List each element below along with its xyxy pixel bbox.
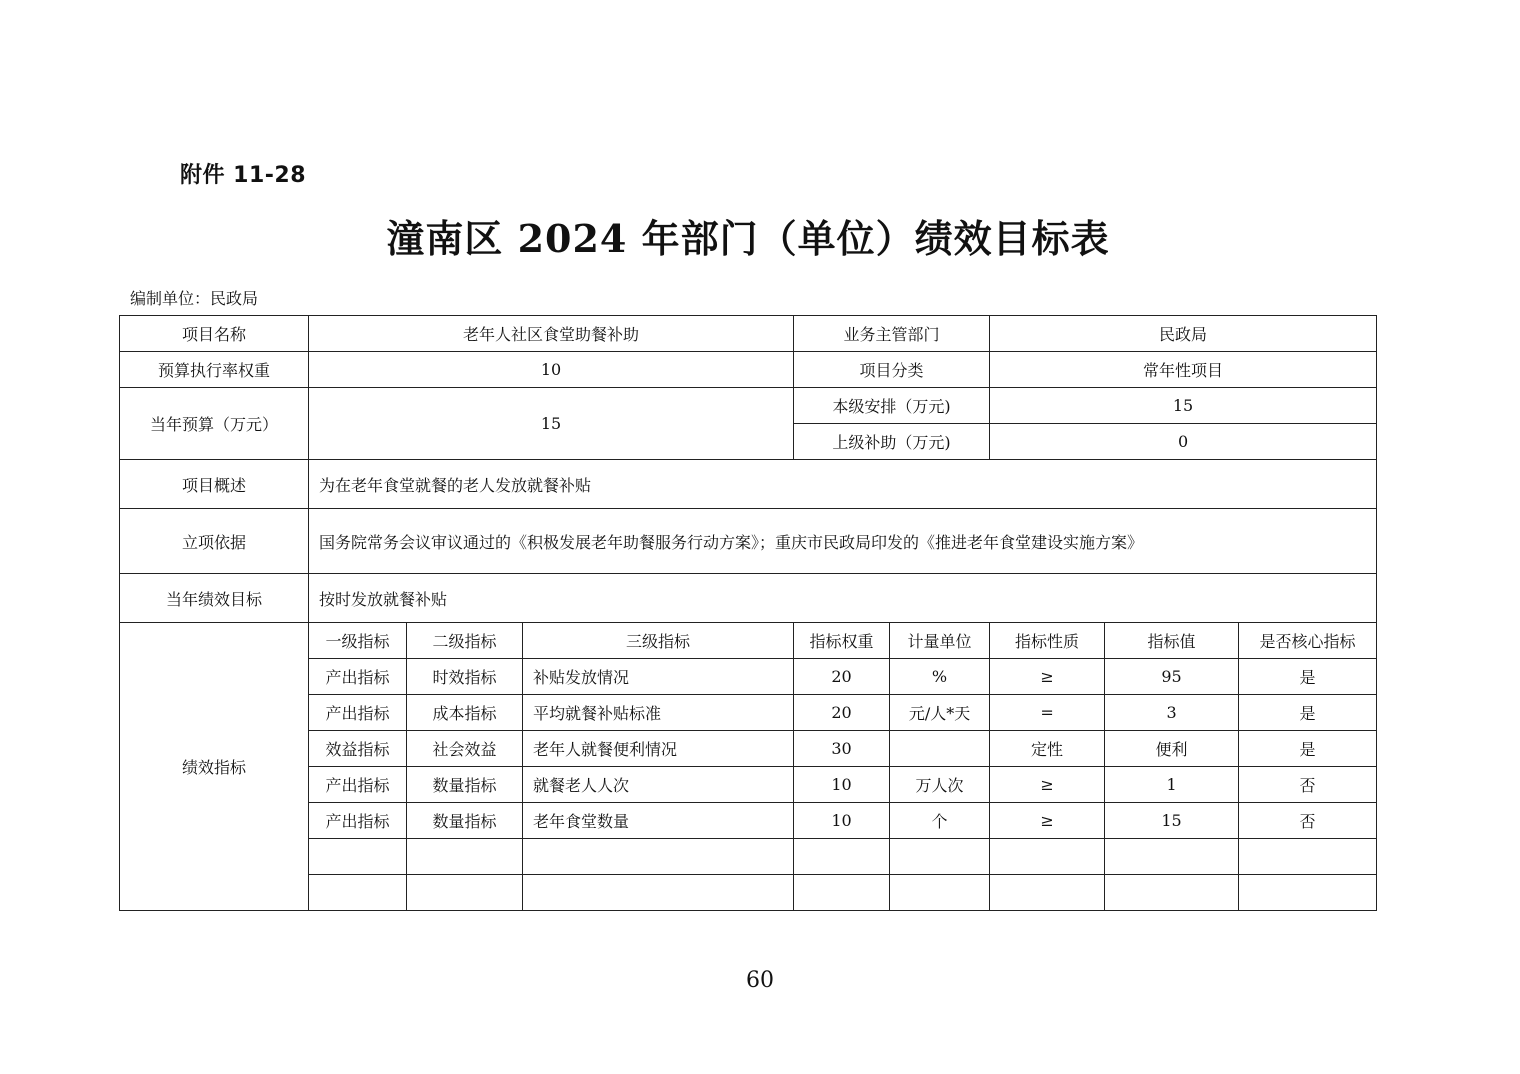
table-row — [120, 839, 1377, 875]
cell-core: 是 — [1239, 731, 1377, 767]
cell-nature — [990, 839, 1105, 875]
header-unit: 计量单位 — [890, 623, 990, 659]
cell-level1 — [309, 875, 407, 911]
cell-value: 1 — [1105, 767, 1239, 803]
cell-level3: 老年食堂数量 — [523, 803, 794, 839]
cell-weight: 10 — [794, 767, 890, 803]
cell-nature: 定性 — [990, 731, 1105, 767]
cell-weight — [794, 839, 890, 875]
cell-weight: 20 — [794, 695, 890, 731]
overview-label: 项目概述 — [120, 460, 309, 509]
indicators-section-label: 绩效指标 — [120, 623, 309, 911]
cell-level2: 时效指标 — [407, 659, 523, 695]
table-row — [120, 803, 1377, 839]
basis-label: 立项依据 — [120, 509, 309, 574]
cell-value: 15 — [1105, 803, 1239, 839]
cell-weight — [794, 875, 890, 911]
weight-value: 10 — [309, 352, 794, 388]
cell-unit: 个 — [890, 803, 990, 839]
cell-value: 95 — [1105, 659, 1239, 695]
cell-unit: 元/人*天 — [890, 695, 990, 731]
cell-level3 — [523, 875, 794, 911]
cell-nature — [990, 875, 1105, 911]
row-overview — [120, 460, 1377, 509]
cell-weight: 20 — [794, 659, 890, 695]
cell-level3: 补贴发放情况 — [523, 659, 794, 695]
cell-nature: ≥ — [990, 659, 1105, 695]
table-row — [120, 875, 1377, 911]
page-title: 潼南区 2024 年部门（单位）绩效目标表 — [386, 216, 1110, 261]
cell-unit: % — [890, 659, 990, 695]
project-name-label: 项目名称 — [120, 316, 309, 352]
cell-level3: 平均就餐补贴标准 — [523, 695, 794, 731]
cell-core: 是 — [1239, 695, 1377, 731]
header-nature: 指标性质 — [990, 623, 1105, 659]
cell-level3: 就餐老人人次 — [523, 767, 794, 803]
header-level2: 二级指标 — [407, 623, 523, 659]
header-core: 是否核心指标 — [1239, 623, 1377, 659]
row-project-name — [120, 316, 1377, 352]
cell-weight: 30 — [794, 731, 890, 767]
project-name-value: 老年人社区食堂助餐补助 — [309, 316, 794, 352]
cell-core — [1239, 839, 1377, 875]
cell-level1: 效益指标 — [309, 731, 407, 767]
cell-level2: 数量指标 — [407, 767, 523, 803]
overview-value: 为在老年食堂就餐的老人发放就餐补贴 — [309, 460, 1377, 509]
weight-label: 预算执行率权重 — [120, 352, 309, 388]
table-row — [120, 731, 1377, 767]
cell-core: 否 — [1239, 803, 1377, 839]
category-label: 项目分类 — [794, 352, 990, 388]
cell-level1: 产出指标 — [309, 767, 407, 803]
upper-subsidy-value: 0 — [990, 424, 1377, 460]
table-row — [120, 695, 1377, 731]
header-level1: 一级指标 — [309, 623, 407, 659]
header-value: 指标值 — [1105, 623, 1239, 659]
cell-nature: ≥ — [990, 803, 1105, 839]
row-budget-local — [120, 388, 1377, 424]
table-row — [120, 767, 1377, 803]
cell-core: 否 — [1239, 767, 1377, 803]
cell-value: 便利 — [1105, 731, 1239, 767]
cell-level2: 社会效益 — [407, 731, 523, 767]
cell-value: 3 — [1105, 695, 1239, 731]
cell-unit — [890, 839, 990, 875]
cell-level2 — [407, 839, 523, 875]
cell-weight: 10 — [794, 803, 890, 839]
cell-nature: = — [990, 695, 1105, 731]
attachment-label: 附件 11-28 — [180, 163, 307, 188]
dept-value: 民政局 — [990, 316, 1377, 352]
cell-level2 — [407, 875, 523, 911]
cell-level1 — [309, 839, 407, 875]
basis-value: 国务院常务会议审议通过的《积极发展老年助餐服务行动方案》；重庆市民政局印发的《推进老年食堂建设实施方案》 — [309, 509, 1377, 574]
cell-unit — [890, 731, 990, 767]
page-number: 60 — [746, 968, 774, 993]
row-weight — [120, 352, 1377, 388]
cell-level2: 数量指标 — [407, 803, 523, 839]
cell-unit: 万人次 — [890, 767, 990, 803]
compiling-unit: 编制单位：民政局 — [130, 289, 259, 308]
cell-level3: 老年人就餐便利情况 — [523, 731, 794, 767]
budget-value: 15 — [309, 388, 794, 460]
category-value: 常年性项目 — [990, 352, 1377, 388]
cell-level1: 产出指标 — [309, 695, 407, 731]
row-basis — [120, 509, 1377, 574]
local-budget-value: 15 — [990, 388, 1377, 424]
header-weight: 指标权重 — [794, 623, 890, 659]
indicator-header-row — [120, 623, 1377, 659]
cell-level3 — [523, 839, 794, 875]
performance-target-table — [119, 315, 1377, 911]
goal-value: 按时发放就餐补贴 — [309, 574, 1377, 623]
row-goal — [120, 574, 1377, 623]
table-row — [120, 659, 1377, 695]
cell-value — [1105, 839, 1239, 875]
header-level3: 三级指标 — [523, 623, 794, 659]
upper-subsidy-label: 上级补助（万元) — [794, 424, 990, 460]
cell-level1: 产出指标 — [309, 803, 407, 839]
goal-label: 当年绩效目标 — [120, 574, 309, 623]
cell-unit — [890, 875, 990, 911]
budget-label: 当年预算（万元） — [120, 388, 309, 460]
cell-core — [1239, 875, 1377, 911]
cell-core: 是 — [1239, 659, 1377, 695]
dept-label: 业务主管部门 — [794, 316, 990, 352]
cell-level2: 成本指标 — [407, 695, 523, 731]
local-budget-label: 本级安排（万元) — [794, 388, 990, 424]
cell-value — [1105, 875, 1239, 911]
cell-nature: ≥ — [990, 767, 1105, 803]
cell-level1: 产出指标 — [309, 659, 407, 695]
